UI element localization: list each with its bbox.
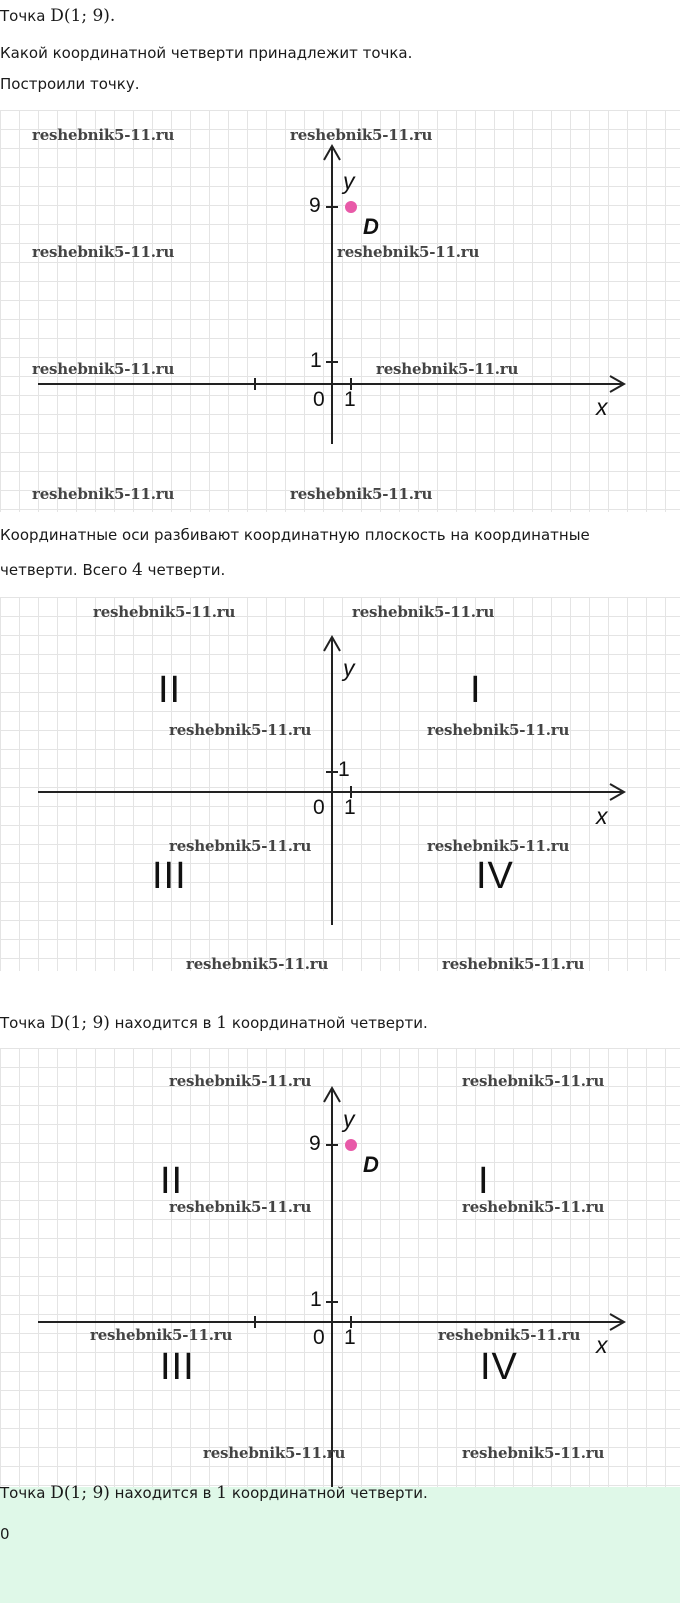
answer-math: D(1; 9) <box>50 1483 110 1503</box>
watermark: reshebnik5-11.ru <box>32 485 175 503</box>
quadrant-2-label: II <box>158 669 182 711</box>
watermark: reshebnik5-11.ru <box>186 955 329 971</box>
watermark: reshebnik5-11.ru <box>90 1326 233 1344</box>
point-d-marker <box>345 1139 357 1151</box>
watermark: reshebnik5-11.ru <box>169 837 312 855</box>
axes-drawing <box>0 1048 680 1487</box>
explanation-suffix: четверти. <box>142 561 226 579</box>
quadrant-1-label: I <box>470 669 482 711</box>
y-unit-label: 1 <box>310 349 322 372</box>
answer-mid: находится в <box>109 1484 217 1502</box>
point-d-label: D <box>363 1152 379 1177</box>
quadrant-2-label: II <box>160 1160 184 1202</box>
y-tick-9-label: 9 <box>309 194 321 217</box>
y-axis-label: y <box>343 655 355 681</box>
watermark: reshebnik5-11.ru <box>32 360 175 378</box>
watermark: reshebnik5-11.ru <box>427 837 570 855</box>
y-unit-label: 1 <box>338 758 350 781</box>
quadrant-4-label: IV <box>476 855 514 897</box>
watermark: reshebnik5-11.ru <box>337 243 480 261</box>
answer-suffix: координатной четверти. <box>227 1484 428 1502</box>
quadrant-1-label: I <box>478 1160 490 1202</box>
watermark: reshebnik5-11.ru <box>427 721 570 739</box>
origin-label: 0 <box>313 388 325 411</box>
watermark: reshebnik5-11.ru <box>438 1326 581 1344</box>
watermark: reshebnik5-11.ru <box>203 1444 346 1462</box>
answer-num: 1 <box>216 1483 228 1503</box>
watermark: reshebnik5-11.ru <box>352 603 495 621</box>
step-text: Построили точку. <box>0 75 140 93</box>
watermark: reshebnik5-11.ru <box>442 955 585 971</box>
explanation-line-2 <box>0 560 225 580</box>
point-math: D(1; 9). <box>50 6 116 26</box>
watermark: reshebnik5-11.ru <box>32 243 175 261</box>
quadrant-4-label: IV <box>480 1346 518 1388</box>
quadrant-3-label: III <box>152 855 187 897</box>
origin-label: 0 <box>313 1326 325 1349</box>
point-d-marker <box>345 201 357 213</box>
x-axis-label: x <box>596 803 608 829</box>
y-axis-label: y <box>343 168 355 194</box>
answer-text <box>0 1483 428 1503</box>
watermark: reshebnik5-11.ru <box>93 603 236 621</box>
watermark: reshebnik5-11.ru <box>290 485 433 503</box>
figure-point-plot <box>0 110 680 512</box>
origin-label: 0 <box>313 796 325 819</box>
conclusion-suffix: координатной четверти. <box>227 1014 428 1032</box>
point-statement <box>0 6 115 26</box>
x-axis-label: x <box>596 1332 608 1358</box>
watermark: reshebnik5-11.ru <box>290 126 433 144</box>
conclusion-math: D(1; 9) <box>50 1013 110 1033</box>
watermark: reshebnik5-11.ru <box>169 1072 312 1090</box>
axes-drawing <box>0 597 680 971</box>
question-text: Какой координатной четверти принадлежит точка. <box>0 44 413 62</box>
conclusion-mid: находится в <box>109 1014 217 1032</box>
x-axis-label: x <box>596 394 608 420</box>
axes-drawing <box>0 110 680 512</box>
y-tick-9-label: 9 <box>309 1132 321 1155</box>
watermark: reshebnik5-11.ru <box>32 126 175 144</box>
x-unit-label: 1 <box>344 1326 356 1349</box>
quadrant-3-label: III <box>160 1346 195 1388</box>
explanation-prefix: четверти. Всего <box>0 561 133 579</box>
conclusion-text <box>0 1013 428 1033</box>
watermark: reshebnik5-11.ru <box>462 1072 605 1090</box>
explanation-line-1: Координатные оси разбивают координатную плоскость на координатные <box>0 526 590 544</box>
y-unit-label: 1 <box>310 1288 322 1311</box>
watermark: reshebnik5-11.ru <box>376 360 519 378</box>
y-axis-label: y <box>343 1106 355 1132</box>
watermark: reshebnik5-11.ru <box>169 721 312 739</box>
answer-prefix: Точка <box>0 1484 51 1502</box>
watermark: reshebnik5-11.ru <box>169 1198 312 1216</box>
point-d-label: D <box>363 214 379 239</box>
answer-score: 0 <box>0 1525 10 1543</box>
figure-quadrants <box>0 597 680 971</box>
answer-panel <box>0 1483 680 1603</box>
watermark: reshebnik5-11.ru <box>462 1444 605 1462</box>
watermark: reshebnik5-11.ru <box>462 1198 605 1216</box>
x-unit-label: 1 <box>344 388 356 411</box>
conclusion-num: 1 <box>216 1013 228 1033</box>
point-prefix: Точка <box>0 7 51 25</box>
conclusion-prefix: Точка <box>0 1014 51 1032</box>
x-unit-label: 1 <box>344 796 356 819</box>
figure-point-quadrants <box>0 1048 680 1487</box>
quarter-count: 4 <box>132 560 143 580</box>
